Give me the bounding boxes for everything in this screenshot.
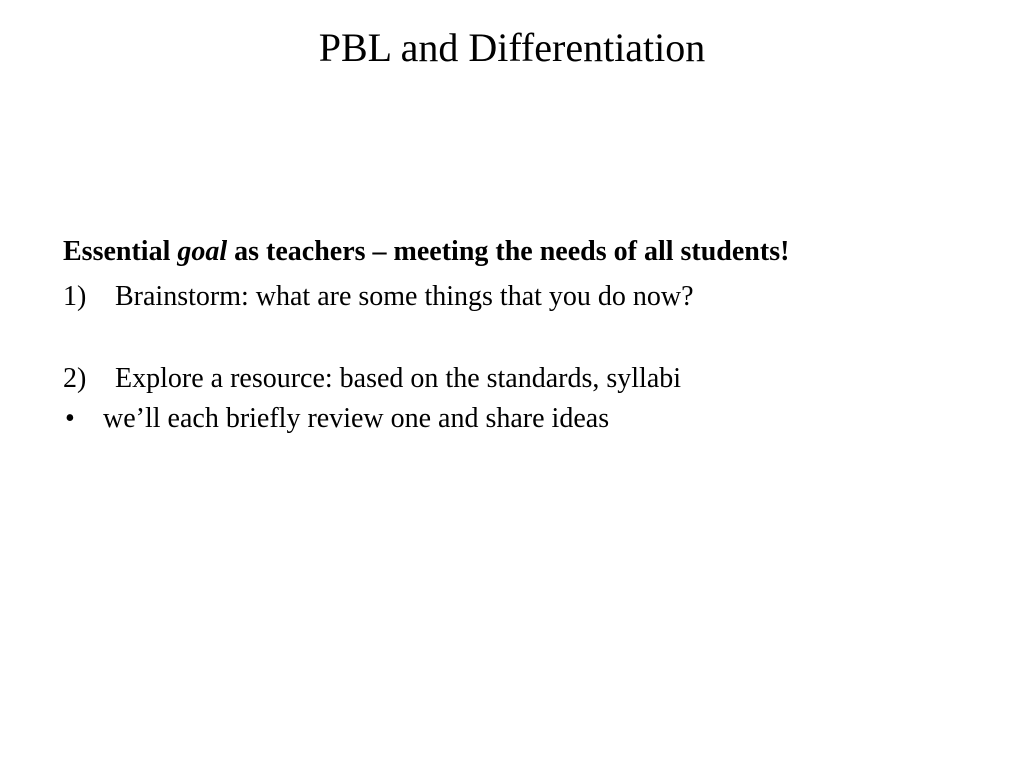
goal-prefix: Essential xyxy=(63,236,171,267)
bullet-marker: • xyxy=(65,403,75,434)
list-item-review xyxy=(63,399,993,439)
goal-emphasis: goal xyxy=(177,236,228,267)
spacer xyxy=(63,317,993,359)
goal-statement xyxy=(63,232,993,272)
list-text-explore: Explore a resource: based on the standards, syllabi xyxy=(115,363,682,394)
list-marker-1: 1) xyxy=(63,281,87,312)
list-item-brainstorm xyxy=(63,277,993,317)
list-item-explore xyxy=(63,359,993,399)
list-text-brainstorm: Brainstorm: what are some things that you do now? xyxy=(115,281,694,312)
slide-title: PBL and Differentiation xyxy=(318,25,706,70)
slide-body xyxy=(63,232,993,439)
list-marker-2: 2) xyxy=(63,363,87,394)
list-text-review: we’ll each briefly review one and share ideas xyxy=(103,403,610,434)
goal-suffix: as teachers – meeting the needs of all students! xyxy=(234,236,790,267)
